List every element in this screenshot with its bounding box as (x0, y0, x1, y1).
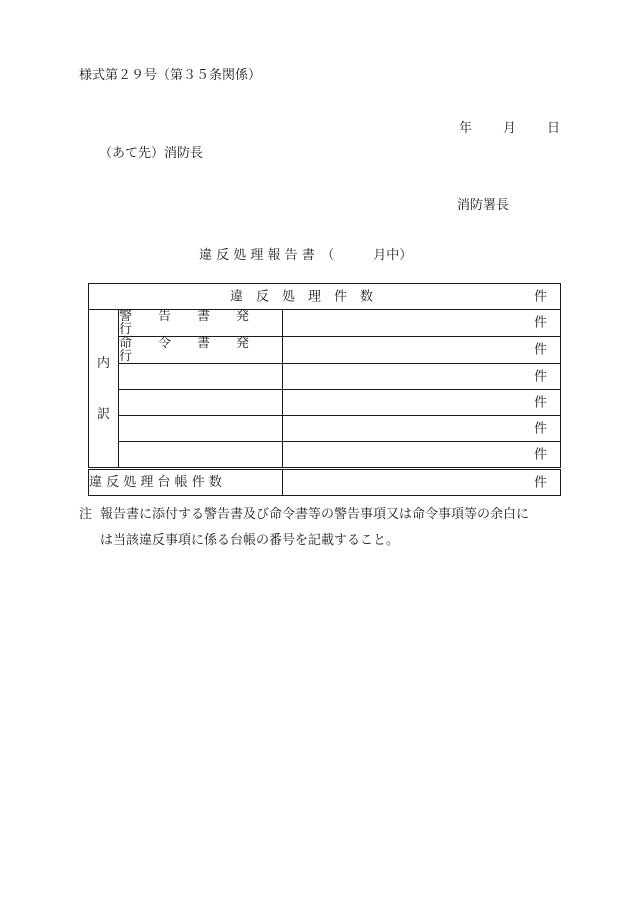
note-marker: 注 (79, 507, 93, 522)
row-label[interactable] (119, 364, 283, 390)
breakdown-row (89, 416, 561, 442)
row-value[interactable] (283, 416, 561, 442)
breakdown-row (89, 337, 561, 364)
report-table (88, 283, 561, 496)
violation-count-cell (89, 284, 561, 310)
date-year: 年 (459, 121, 473, 136)
date-day: 日 (547, 121, 561, 136)
breakdown-row (89, 442, 561, 469)
unit-label: 件 (534, 395, 548, 410)
row-label[interactable] (119, 416, 283, 442)
date-month: 月 (503, 121, 517, 136)
breakdown-row (89, 310, 561, 337)
row-value[interactable] (283, 442, 561, 469)
ledger-count-label: 違 反 処 理 台 帳 件 数 (89, 469, 283, 496)
breakdown-row (89, 390, 561, 416)
breakdown-side-label (89, 310, 119, 469)
row-label[interactable] (119, 390, 283, 416)
side-label-char: 訳 (96, 406, 110, 422)
addressee: （あて先）消防長 (99, 146, 204, 161)
ledger-count-value[interactable] (283, 469, 561, 496)
unit-label: 件 (534, 447, 548, 462)
unit-label: 件 (534, 475, 548, 490)
unit-label: 件 (534, 421, 548, 436)
violation-count-label: 違 反 処 理 件 数 (230, 289, 374, 304)
note-line-2: は当該違反事項に係る台帳の番号を記載すること。 (100, 533, 400, 548)
header-row (89, 284, 561, 310)
date-field (459, 122, 560, 135)
unit-label: 件 (534, 315, 548, 331)
row-value[interactable] (283, 337, 561, 364)
form-number: 様式第２９号（第３５条関係） (79, 68, 262, 83)
footnote (79, 502, 559, 554)
unit-label: 件 (534, 369, 548, 384)
row-label: 命 令 書 発 行 (119, 337, 283, 364)
breakdown-row (89, 364, 561, 390)
unit-label: 件 (534, 342, 548, 358)
unit-label: 件 (534, 289, 548, 304)
sender: 消防署長 (457, 198, 510, 213)
note-line-1: 報告書に添付する警告書及び命令書等の警告事項又は命令事項等の余白に (100, 507, 530, 522)
row-label[interactable] (119, 442, 283, 469)
row-value[interactable] (283, 364, 561, 390)
row-value[interactable] (283, 390, 561, 416)
row-label: 警 告 書 発 行 (119, 310, 283, 337)
row-value[interactable] (283, 310, 561, 337)
side-label-char: 内 (96, 355, 110, 371)
total-row (89, 469, 561, 496)
report-title: 違 反 処 理 報 告 書 （ 月中） (199, 248, 413, 263)
